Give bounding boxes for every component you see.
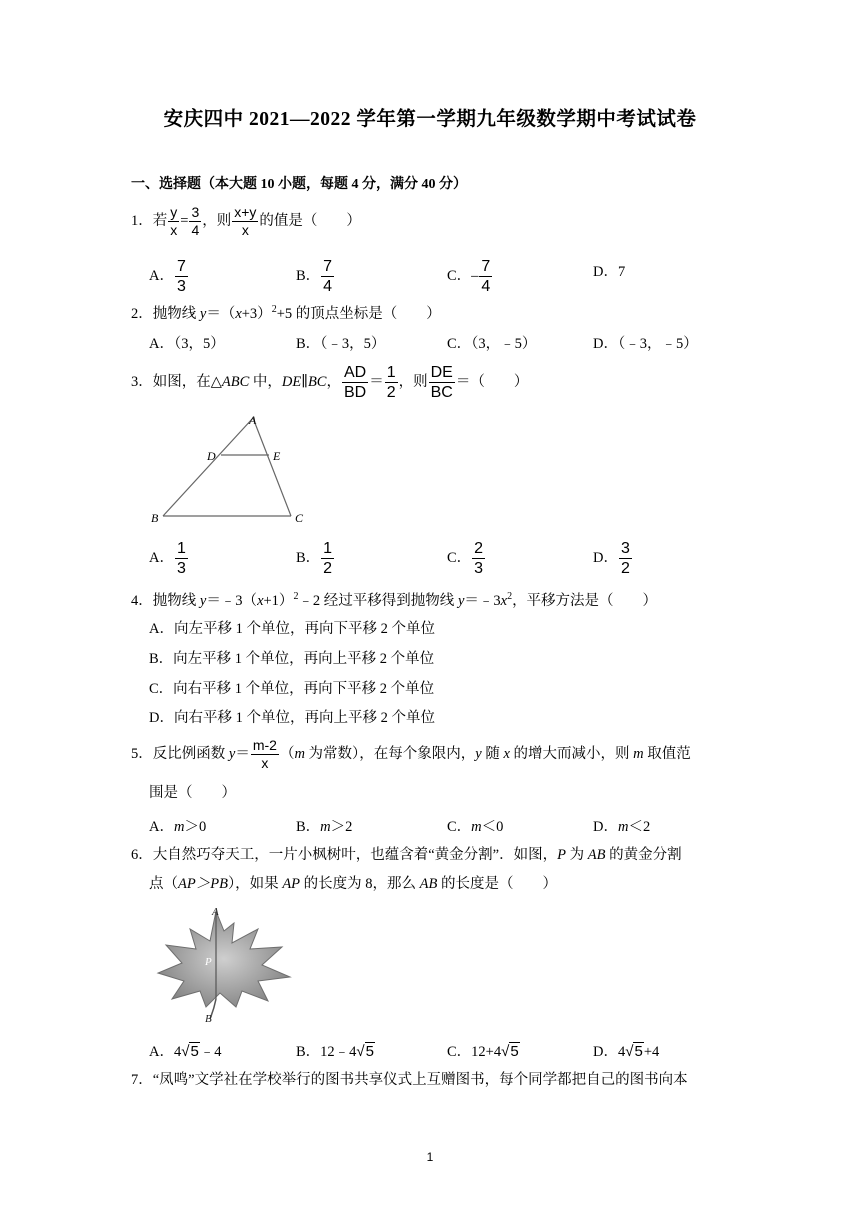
text: 为 (565, 847, 588, 863)
variable: ABC (221, 373, 250, 390)
option-label: A． (149, 819, 174, 835)
text: +1） (263, 592, 294, 609)
denominator: BC (430, 384, 453, 401)
denominator: BD (343, 384, 367, 401)
radicand: 5 (365, 1043, 374, 1060)
text: ＞0 (184, 819, 207, 835)
question-3 (131, 364, 528, 401)
option-c (447, 540, 486, 577)
label-e: E (273, 449, 281, 463)
fraction (232, 205, 258, 238)
text: 的长度为 8，那么 (300, 876, 420, 892)
numerator: 7 (323, 258, 333, 275)
text: 中， (249, 373, 282, 390)
triangle-figure (145, 408, 315, 528)
fraction (385, 364, 398, 401)
option-c: C．向右平移 1 个单位，再向下平移 2 个单位 (149, 681, 435, 697)
text: ＝﹣3 (464, 592, 501, 609)
denominator: 2 (323, 560, 333, 577)
option-label: C． (447, 549, 472, 566)
fraction (321, 258, 334, 295)
text: （ (279, 745, 295, 762)
text: 点（ (149, 876, 178, 892)
option-b: B．（﹣3，5） (296, 336, 386, 352)
option-label: A． (149, 267, 174, 284)
variable: x (503, 745, 510, 762)
label-a: A (212, 906, 219, 918)
text: C．12+4 (447, 1044, 502, 1060)
minus-sign: – (471, 267, 479, 284)
option-d: D．向右平移 1 个单位，再向上平移 2 个单位 (149, 710, 435, 726)
denominator: 3 (176, 560, 186, 577)
exponent: 2 (507, 591, 513, 602)
label-b: B (205, 1013, 212, 1025)
section-heading: 一、选择题（本大题 10 小题，每题 4 分，满分 40 分） (131, 177, 467, 192)
variable: m (471, 819, 482, 835)
denominator: 4 (323, 278, 333, 295)
text: ＜0 (481, 819, 504, 835)
numerator: 1 (386, 364, 396, 381)
question-4 (131, 587, 657, 611)
text: ＝ (369, 373, 384, 390)
option-d: D．（﹣3，﹣5） (593, 336, 698, 352)
square-root: √5 (625, 1043, 643, 1060)
text: ﹣4 (199, 1044, 222, 1060)
numerator: 7 (176, 258, 186, 275)
question-5-line-2: 围是（ ） (149, 785, 236, 801)
text: 6．大自然巧夺天工，一片小枫树叶，也蕴含着“黄金分割”．如图， (131, 847, 558, 863)
fraction (168, 205, 179, 238)
option-label: B． (296, 267, 321, 284)
text: 2．抛物线 (131, 305, 200, 322)
text: +5 的顶点坐标是（ ） (276, 305, 441, 322)
maple-leaf-figure (150, 903, 305, 1028)
text: B．12﹣4 (296, 1044, 357, 1060)
text: ＝ (235, 745, 250, 762)
numerator: 1 (176, 540, 186, 557)
numerator: y (170, 204, 178, 220)
square-root: √5 (501, 1043, 519, 1060)
label-a: A (249, 413, 257, 427)
text: ＝（ ） (455, 373, 529, 390)
text: 随 (481, 745, 504, 762)
question-number: 1． (131, 212, 153, 229)
text: ＜2 (628, 819, 651, 835)
option-a: A．（3，5） (149, 336, 225, 352)
denominator: 3 (176, 278, 186, 295)
text: 3．如图，在△ (131, 373, 222, 390)
numerator: x+y (234, 204, 257, 220)
text: 4．抛物线 (131, 592, 200, 609)
page-title: 安庆四中 2021—2022 学年第一学期九年级数学期中考试试卷 (163, 109, 697, 130)
text: ，则 (202, 212, 232, 229)
variable: m (173, 819, 185, 835)
text: ﹣2 经过平移得到抛物线 (298, 592, 458, 609)
question-2 (131, 300, 441, 324)
radicand: 5 (190, 1043, 199, 1060)
square-root: √5 (181, 1043, 199, 1060)
leaf-shape (158, 911, 290, 1007)
fraction (189, 205, 201, 238)
radicand: 5 (510, 1043, 519, 1060)
text: ＝﹣3（ (206, 592, 258, 609)
square-root: √5 (356, 1043, 374, 1060)
fraction (479, 258, 492, 295)
variable: x (500, 592, 508, 609)
text: 的值是（ ） (259, 212, 361, 229)
text: +3） (241, 305, 272, 322)
radicand: 5 (634, 1043, 643, 1060)
text: ，则 (398, 373, 428, 390)
denominator: 4 (191, 222, 200, 238)
text: 的增大而减小，则 (509, 745, 634, 762)
denominator: x (170, 222, 178, 238)
variable: P (557, 847, 566, 863)
option-b (296, 540, 335, 577)
numerator: 3 (191, 204, 200, 220)
variable: y (199, 592, 207, 609)
denominator: 3 (474, 560, 484, 577)
label-d: D (207, 449, 216, 463)
text: ， (326, 373, 341, 390)
fraction (342, 364, 368, 401)
option-c (447, 1040, 520, 1061)
numerator: 7 (481, 258, 491, 275)
variable: AB (419, 876, 438, 892)
fraction (321, 540, 334, 577)
text: ），如果 (227, 876, 283, 892)
option-label: C． (447, 819, 472, 835)
option-b (296, 815, 352, 836)
variable: m (617, 819, 629, 835)
fraction (175, 540, 188, 577)
text: 为常数），在每个象限内， (304, 745, 476, 762)
option-b: B．向左平移 1 个单位，再向上平移 2 个单位 (149, 651, 435, 667)
text: ＞2 (330, 819, 353, 835)
denominator: x (241, 222, 249, 238)
denominator: 2 (620, 560, 630, 577)
numerator: 2 (474, 540, 484, 557)
option-c (447, 815, 503, 836)
variable: m (294, 745, 305, 762)
page-number: 1 (426, 1150, 434, 1164)
side-ab (163, 418, 253, 516)
variable: x (257, 592, 264, 609)
fraction (175, 258, 188, 295)
option-a (149, 815, 206, 836)
option-a (149, 1040, 222, 1061)
numerator: 3 (620, 540, 630, 557)
text: ＝（ (206, 305, 236, 322)
text: 取值范 (643, 745, 691, 762)
option-d (593, 1040, 659, 1061)
variable: AP＞PB (178, 876, 228, 892)
text: 的长度是（ ） (437, 876, 557, 892)
option-a (149, 540, 189, 577)
variable: AP (282, 876, 301, 892)
text: 5．反比例函数 (131, 745, 229, 762)
question-6-line-2 (149, 874, 557, 894)
text: 的黄金分割 (605, 847, 682, 863)
option-label: A． (149, 549, 174, 566)
text: = (180, 212, 189, 229)
denominator: 2 (386, 384, 396, 401)
variable: AB (587, 847, 606, 863)
option-label: D． (593, 819, 618, 835)
numerator: m-2 (252, 737, 277, 753)
fraction (619, 540, 632, 577)
text: 若 (152, 212, 168, 229)
fraction (251, 738, 279, 771)
option-d (593, 815, 650, 836)
label-p: P (205, 956, 212, 968)
exponent: 2 (293, 591, 299, 602)
option-c (447, 258, 493, 295)
option-label: D． (593, 549, 618, 566)
option-a: A．向左平移 1 个单位，再向下平移 2 个单位 (149, 621, 435, 637)
numerator: DE (430, 364, 453, 381)
denominator: 4 (481, 278, 491, 295)
variable: y (457, 592, 465, 609)
question-1 (131, 205, 361, 238)
text: ，平移方法是（ ） (512, 592, 658, 609)
text: D．4 (593, 1044, 626, 1060)
text: +4 (643, 1044, 660, 1060)
question-5 (131, 738, 691, 771)
option-a (149, 258, 189, 295)
fraction (472, 540, 485, 577)
label-c: C (295, 511, 304, 525)
option-label: B． (296, 549, 321, 566)
option-b (296, 258, 335, 295)
option-d: D．7 (593, 264, 626, 280)
exponent: 2 (271, 304, 277, 315)
text: A．4 (149, 1044, 182, 1060)
question-7: 7．“凤鸣”文学社在学校举行的图书共享仪式上互赠图书，每个同学都把自己的图书向本 (131, 1072, 688, 1088)
variable: y (199, 305, 207, 322)
side-ac (253, 418, 291, 516)
fraction (429, 364, 455, 401)
variable: y (475, 745, 482, 762)
variable: m (633, 745, 644, 762)
option-d (593, 540, 633, 577)
option-c: C．（3，﹣5） (447, 336, 537, 352)
variable: m (320, 819, 331, 835)
option-b (296, 1040, 375, 1061)
variable: x (235, 305, 242, 322)
denominator: x (261, 755, 269, 771)
option-label: C． (447, 267, 472, 284)
numerator: 1 (323, 540, 333, 557)
option-label: B． (296, 819, 321, 835)
question-6 (131, 845, 682, 865)
numerator: AD (343, 364, 367, 381)
label-b: B (151, 511, 159, 525)
variable: DE∥BC (281, 373, 327, 390)
variable: y (228, 745, 236, 762)
